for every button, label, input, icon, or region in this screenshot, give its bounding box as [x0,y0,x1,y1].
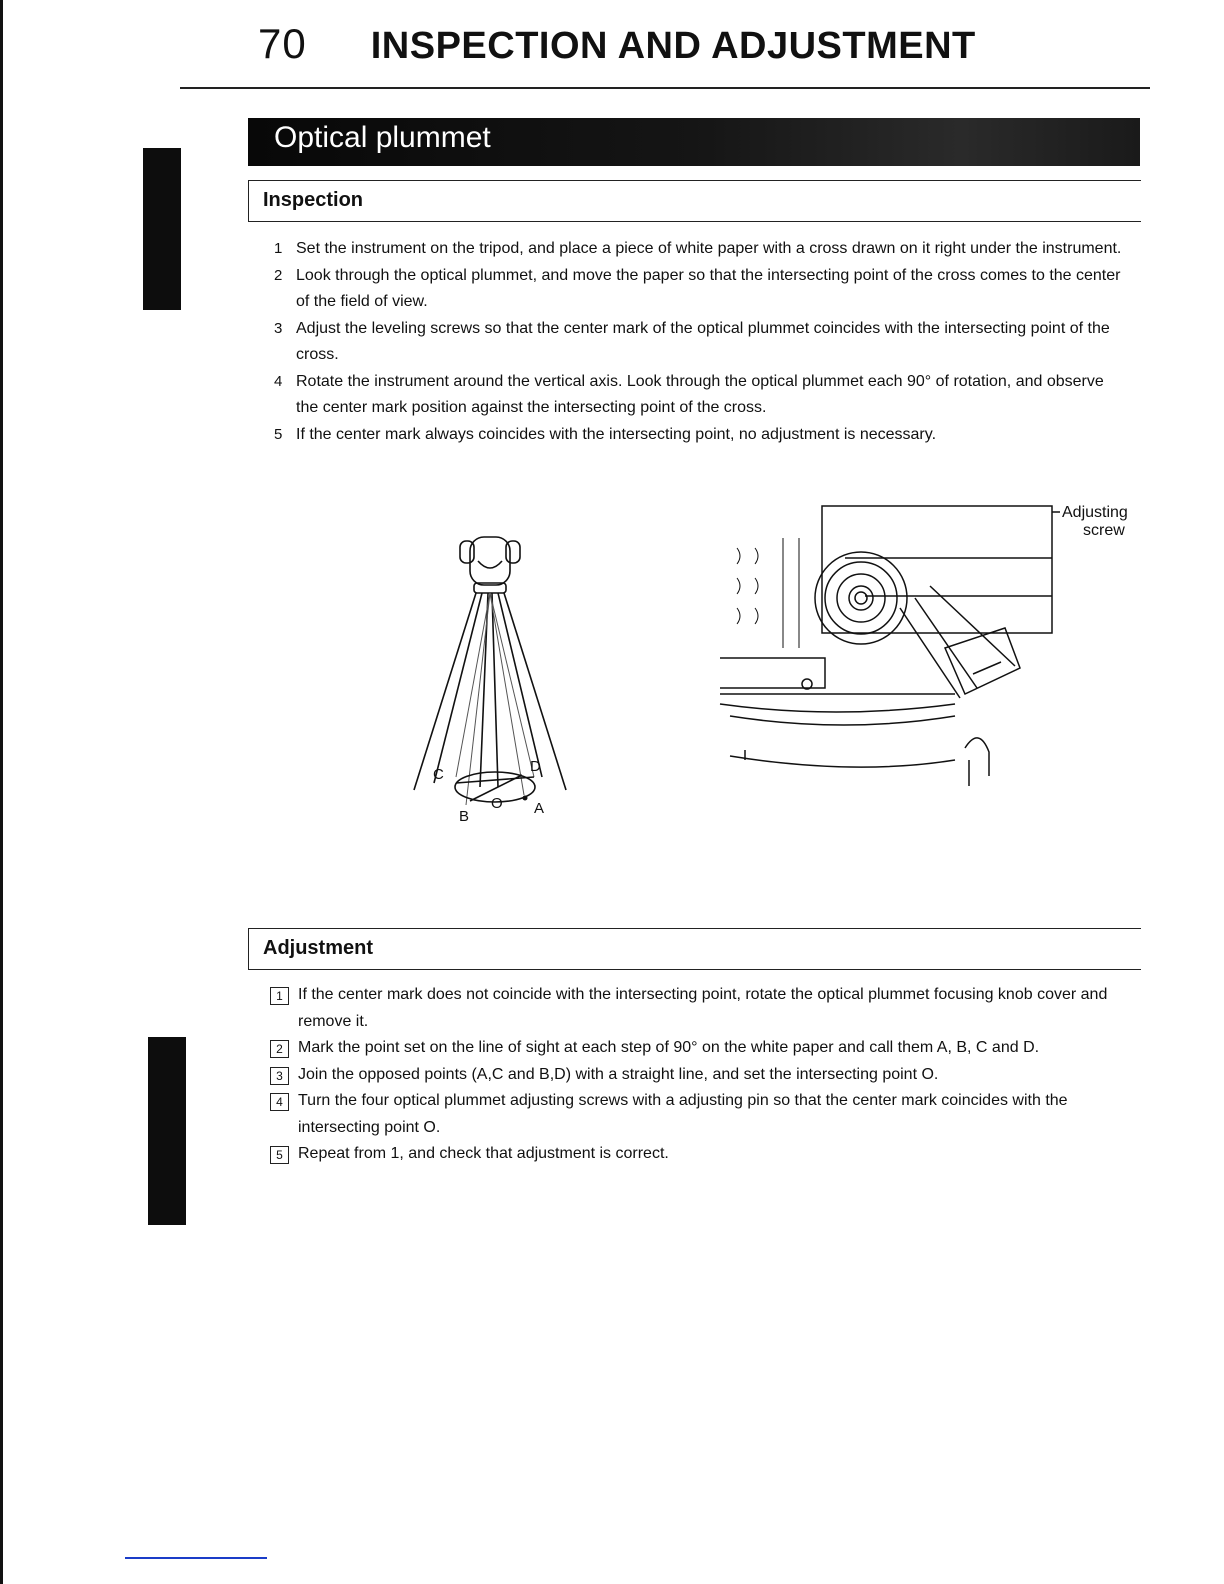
list-item [270,1088,1136,1141]
footer-rule [125,1557,267,1559]
step-marker: 5 [270,1146,289,1164]
list-item [272,422,1130,449]
thumb-tab-upper [143,148,181,310]
plummet-closeup-diagram [715,498,1140,798]
section-banner [248,118,1140,166]
tripod-diagram [400,525,600,830]
list-item [270,1141,1136,1168]
list-item [270,1062,1136,1089]
label-c: C [433,766,444,783]
step-text: Repeat from 1, and check that adjustment is correct. [298,1145,669,1162]
point-a-mark [523,796,528,801]
zoom-inset-frame [822,506,1052,633]
step-text: Join the opposed points (A,C and B,D) with a straight line, and set the intersecting point O. [298,1065,939,1083]
inspection-heading-box [248,180,1141,222]
step-marker: 5 [274,425,283,443]
side-panel-lines [737,538,799,648]
step-marker: 1 [270,987,289,1005]
step-marker: 2 [270,1040,289,1058]
list-item [270,982,1136,1035]
header-divider [180,87,1150,89]
list-item [272,236,1130,263]
section-title: Optical plummet [274,121,491,154]
label-o: O [491,795,503,812]
step-text: Rotate the instrument around the vertical axis. Look through the optical plummet each 90° of rotation, and observe the center mark position against the intersecting point of the cross. [296,372,1104,416]
adjustment-heading-box [248,928,1141,970]
list-item [272,316,1130,369]
label-d: D [530,758,541,775]
step-marker: 3 [274,319,283,337]
adjustment-heading: Adjustment [263,937,373,959]
instrument-lens [478,561,502,568]
step-marker: 4 [270,1093,289,1111]
tripod-legs [414,593,566,790]
step-marker: 2 [274,266,283,284]
step-text: Mark the point set on the line of sight at each step of 90° on the white paper and call them A, B, C and D. [298,1039,1040,1056]
plummet-knob [815,552,907,644]
inspection-heading: Inspection [263,189,364,211]
callout-adjusting: Adjusting [1062,504,1128,521]
page-binding-edge [0,0,3,1584]
instrument-body [470,537,510,585]
instrument-body-outline [720,586,1015,786]
label-a: A [534,800,545,817]
label-b: B [459,808,470,825]
inspection-steps [272,236,1130,448]
step-marker: 3 [270,1067,289,1085]
callout-screw: screw [1083,522,1125,539]
list-item [270,1035,1136,1062]
adjustment-steps [270,982,1136,1168]
step-text: Look through the optical plummet, and move the paper so that the intersecting point of the cross comes to the center of the field of view. [296,266,1121,310]
step-text: If the center mark always coincides with the intersecting point, no adjustment is necessary. [296,425,937,443]
list-item [272,369,1130,422]
step-text: Set the instrument on the tripod, and place a piece of white paper with a cross drawn on it right under the instrument. [296,240,1122,257]
list-item [272,263,1130,316]
step-text: Turn the four optical plummet adjusting screws with a adjusting pin so that the center mark coincides with the intersecting point O. [298,1092,1068,1136]
thumb-tab-lower [148,1037,186,1225]
step-text: Adjust the leveling screws so that the center mark of the optical plummet coincides with the intersecting point of the cross. [296,319,1110,363]
page-number: 70 [258,20,307,67]
page-title: INSPECTION AND ADJUSTMENT [370,25,976,67]
page-header [258,20,976,70]
step-marker: 4 [274,372,283,390]
step-marker: 1 [274,240,283,257]
step-text: If the center mark does not coincide with the intersecting point, rotate the optical plummet focusing knob cover and remove it. [298,986,1108,1030]
